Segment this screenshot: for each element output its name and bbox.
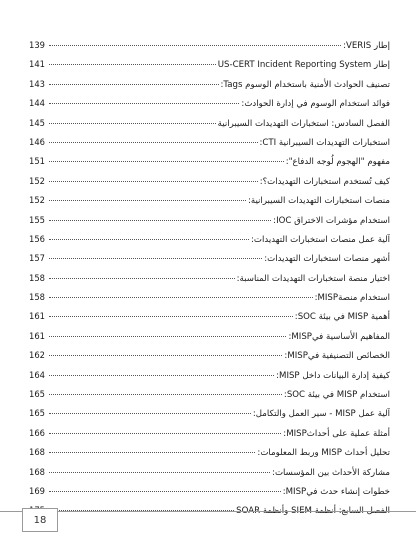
toc-leader-dots	[49, 64, 216, 65]
toc-entry[interactable]	[29, 424, 390, 443]
toc-entry[interactable]	[29, 75, 390, 94]
toc-entry-page: 161	[29, 330, 45, 341]
toc-entry-title: كيف تُستخدم استخبارات التهديدات؟:	[259, 176, 390, 187]
toc-entry-page: 143	[29, 78, 45, 89]
toc-entry-title: أشهر منصات استخبارات التهديدات:	[264, 254, 390, 265]
toc-entry[interactable]	[29, 385, 390, 404]
toc-entry-page: 151	[29, 156, 45, 167]
toc-entry-title: خطوات إنشاء حدث فيMISP:	[282, 486, 390, 497]
toc-leader-dots	[49, 200, 246, 201]
toc-leader-dots	[49, 336, 286, 337]
toc-entry-title: تحليل أحداث MISP وربط المعلومات:	[257, 448, 390, 459]
toc-leader-dots	[49, 45, 341, 46]
toc-entry-page: 165	[29, 408, 45, 419]
toc-entry-page: 169	[29, 485, 45, 496]
toc-entry-title: مفهوم "الهجوم لُوجه الدفاع":	[285, 157, 390, 168]
table-of-contents	[29, 36, 390, 521]
toc-entry[interactable]	[29, 36, 390, 55]
footer-rule	[0, 511, 416, 512]
toc-entry[interactable]	[29, 133, 390, 152]
toc-entry-title: استخبارات التهديدات السيبرانية CTI:	[259, 137, 390, 148]
toc-entry-page: 152	[29, 195, 45, 206]
toc-leader-dots	[49, 161, 284, 162]
toc-entry-title: الخصائص التصنيفية فيMISP:	[284, 351, 390, 362]
toc-entry-title: أمثلة عملية على أحداثMISP:	[283, 428, 390, 439]
toc-entry-title: استخدام MISP في بيئة SOC:	[283, 390, 390, 401]
toc-entry-page: 144	[29, 98, 45, 109]
toc-entry-title: اختيار منصة استخبارات التهديدات المناسبة:	[236, 273, 390, 284]
toc-leader-dots	[49, 84, 219, 85]
toc-entry-page: 165	[29, 389, 45, 400]
toc-entry-page: 146	[29, 136, 45, 147]
toc-entry-title: منصات استخبارات التهديدات السيبرانية:	[247, 196, 390, 207]
toc-entry[interactable]	[29, 172, 390, 191]
toc-entry[interactable]	[29, 443, 390, 462]
toc-entry[interactable]	[29, 307, 390, 326]
toc-entry-title: تصنيف الحوادث الأمنية باستخدام الوسوم Tags:	[220, 79, 390, 90]
toc-entry[interactable]	[29, 249, 390, 268]
toc-entry-page: 152	[29, 175, 45, 186]
toc-leader-dots	[49, 433, 281, 434]
toc-entry[interactable]	[29, 366, 390, 385]
toc-leader-dots	[49, 297, 313, 298]
toc-leader-dots	[49, 239, 249, 240]
toc-entry[interactable]	[29, 114, 390, 133]
page-number-box	[22, 508, 58, 532]
toc-leader-dots	[49, 413, 251, 414]
toc-leader-dots	[49, 142, 258, 143]
toc-entry-page: 139	[29, 40, 45, 50]
toc-leader-dots	[49, 220, 271, 221]
toc-entry-title: إطار US-CERT Incident Reporting System	[217, 60, 390, 71]
toc-entry[interactable]	[29, 346, 390, 365]
toc-entry-page: 156	[29, 233, 45, 244]
toc-entry-page: 145	[29, 117, 45, 128]
toc-entry-page: 158	[29, 292, 45, 303]
toc-leader-dots	[49, 181, 258, 182]
toc-leader-dots	[49, 452, 255, 453]
toc-entry-title: استخدام منصةMISP:	[314, 293, 390, 304]
toc-leader-dots	[49, 375, 274, 376]
toc-leader-dots	[49, 472, 270, 473]
toc-entry-title: المفاهيم الأساسية فيMISP:	[288, 331, 390, 342]
toc-entry-title: إطار VERIS:	[343, 41, 390, 51]
toc-entry[interactable]	[29, 211, 390, 230]
toc-entry-page: 168	[29, 466, 45, 477]
toc-leader-dots	[49, 355, 282, 356]
toc-entry[interactable]	[29, 404, 390, 423]
toc-leader-dots	[49, 123, 216, 124]
toc-leader-dots	[49, 258, 262, 259]
toc-entry-page: 161	[29, 311, 45, 322]
toc-entry[interactable]	[29, 463, 390, 482]
toc-entry-page: 162	[29, 350, 45, 361]
toc-entry[interactable]	[29, 191, 390, 210]
toc-entry[interactable]	[29, 327, 390, 346]
toc-entry-page: 158	[29, 272, 45, 283]
toc-entry-page: 155	[29, 214, 45, 225]
toc-entry[interactable]	[29, 269, 390, 288]
toc-entry-title: فوائد استخدام الوسوم في إدارة الحوادث:	[241, 99, 390, 110]
toc-entry-page: 141	[29, 59, 45, 70]
toc-entry[interactable]	[29, 94, 390, 113]
toc-entry[interactable]	[29, 288, 390, 307]
toc-entry-title: آلية عمل MISP - سير العمل والتكامل:	[252, 409, 390, 420]
toc-entry[interactable]	[29, 152, 390, 171]
toc-entry-page: 164	[29, 369, 45, 380]
toc-entry[interactable]	[29, 55, 390, 74]
toc-leader-dots	[49, 394, 282, 395]
toc-leader-dots	[49, 103, 239, 104]
toc-entry-page: 168	[29, 447, 45, 458]
page-number: 18	[33, 514, 47, 526]
toc-leader-dots	[49, 316, 293, 317]
toc-entry-title: كيفية إدارة البيانات داخل MISP:	[276, 370, 390, 381]
toc-entry-title: الفصل السابع: أنظمة SIEM وأنظمة SOAR	[236, 506, 390, 517]
toc-leader-dots	[49, 491, 281, 492]
toc-entry-title: آلية عمل منصات استخبارات التهديدات:	[250, 234, 390, 245]
toc-leader-dots	[49, 278, 235, 279]
toc-entry-title: استخدام مؤشرات الاختراق IOC:	[273, 215, 390, 226]
toc-entry-title: أهمية MISP في بيئة SOC:	[294, 312, 390, 323]
toc-entry-title: الفصل السادس: استخبارات التهديدات السيبرانية	[217, 118, 390, 129]
toc-entry-page: 166	[29, 427, 45, 438]
toc-entry[interactable]	[29, 230, 390, 249]
toc-entry[interactable]	[29, 482, 390, 501]
toc-entry-title: مشاركة الأحداث بين المؤسسات:	[272, 467, 390, 478]
toc-entry-page: 157	[29, 253, 45, 264]
